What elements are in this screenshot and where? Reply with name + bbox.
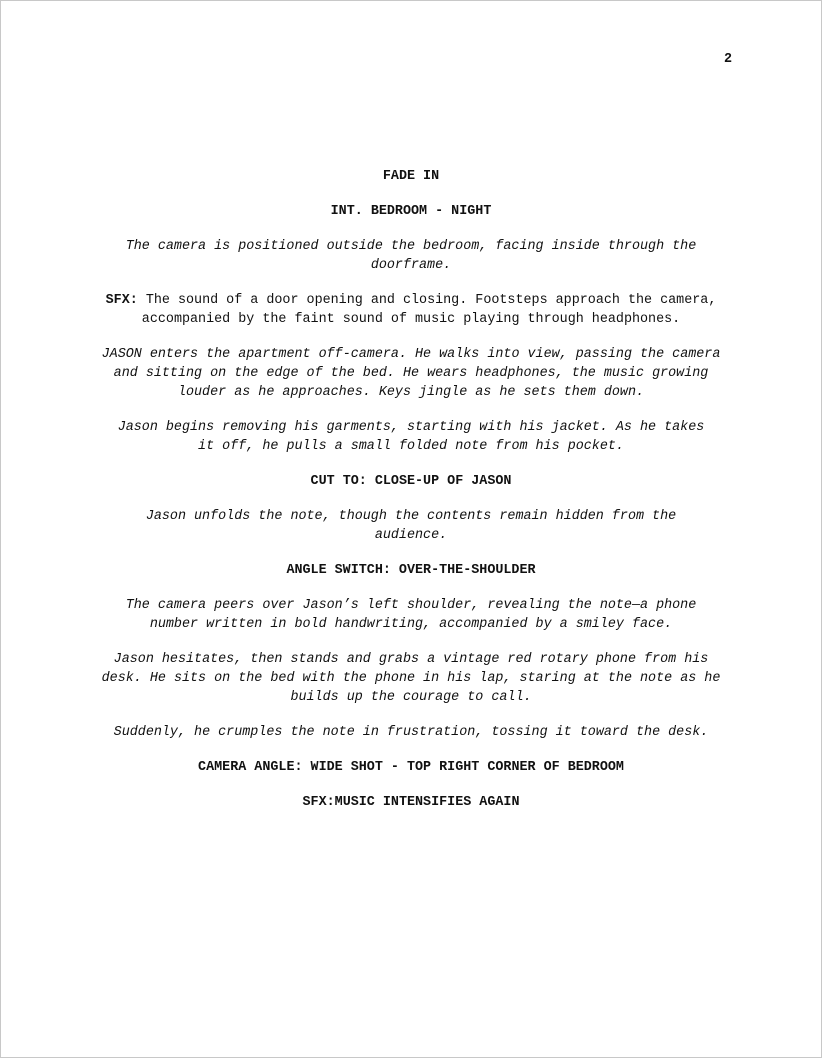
action-unfolds-note: Jason unfolds the note, though the contents remain hidden from the audience. (145, 509, 677, 543)
action-crumples-note: Suddenly, he crumples the note in frustration, tossing it toward the desk. (113, 725, 709, 740)
transition-cut-to-closeup: CUT TO: CLOSE-UP OF JASON (310, 474, 512, 489)
action-removing-garments: Jason begins removing his garments, starting with his jacket. As he takes it off, he pulls a small folded note from his pocket. (117, 420, 705, 454)
action-camera-peers: The camera peers over Jason’s left shoulder, revealing the note—a phone number written in bold handwriting, accompanied by a smiley face. (125, 598, 697, 632)
scene-slugline: INT. BEDROOM - NIGHT (330, 204, 492, 219)
sfx-door-footsteps (97, 291, 725, 329)
fade-in-heading: FADE IN (382, 169, 440, 184)
transition-angle-switch: ANGLE SWITCH: OVER-THE-SHOULDER (286, 563, 536, 578)
action-jason-enters: JASON enters the apartment off-camera. He walks into view, passing the camera and sitting on the edge of the bed. He wears headphones, the music growing louder as he approaches. Keys jingle as he sets them down. (101, 347, 721, 400)
action-jason-hesitates: Jason hesitates, then stands and grabs a vintage red rotary phone from his desk. He sits on the bed with the phone in his lap, staring at the note as he builds up the courage to call. (101, 652, 721, 705)
page-number: 2 (723, 52, 732, 67)
action-camera-position: The camera is positioned outside the bedroom, facing inside through the doorframe. (125, 239, 697, 273)
sfx-music-intensifies: SFX:MUSIC INTENSIFIES AGAIN (302, 795, 520, 810)
script-body (97, 167, 725, 828)
sfx-label: SFX: (105, 293, 138, 308)
transition-wide-shot: CAMERA ANGLE: WIDE SHOT - TOP RIGHT CORNER OF BEDROOM (198, 760, 624, 775)
sfx-description: The sound of a door opening and closing. Footsteps approach the camera, accompanied by the faint sound of music playing through headphones. (137, 293, 717, 327)
